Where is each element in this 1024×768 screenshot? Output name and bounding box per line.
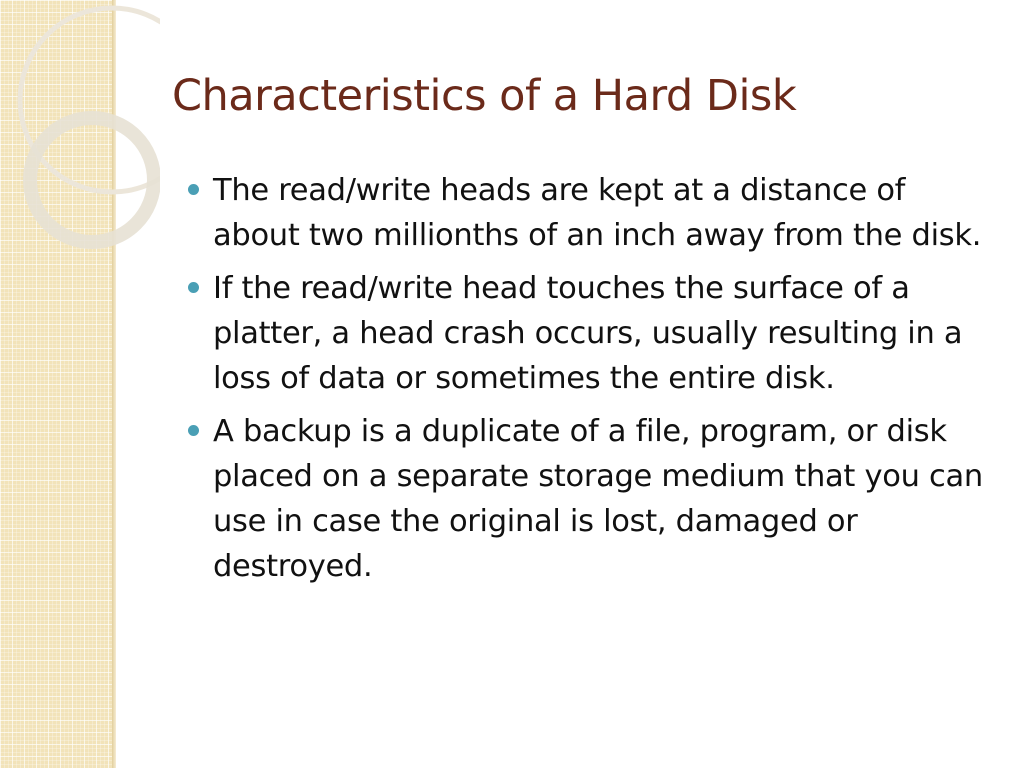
- bullet-item: [188, 409, 988, 589]
- bullet-text: If the read/write head touches the surface of a platter, a head crash occurs, usually resulting in a loss of data or sometimes the entire disk.: [213, 271, 963, 396]
- bullet-dot-icon: [188, 184, 199, 195]
- slide-title: Characteristics of a Hard Disk: [172, 71, 797, 121]
- bullet-item: [188, 266, 988, 401]
- bullet-list: [188, 168, 988, 597]
- bullet-item: [188, 168, 988, 258]
- bullet-dot-icon: [188, 282, 199, 293]
- decorative-rings: [0, 0, 160, 260]
- decorative-ring-outer: [20, 8, 160, 192]
- bullet-dot-icon: [188, 425, 199, 436]
- bullet-text: The read/write heads are kept at a distance of about two millionths of an inch away from the disk.: [213, 173, 982, 253]
- bullet-text: A backup is a duplicate of a file, program, or disk placed on a separate storage medium that you can use in case the original is lost, damaged or destroyed.: [213, 414, 983, 584]
- decorative-ring-inner: [30, 118, 154, 242]
